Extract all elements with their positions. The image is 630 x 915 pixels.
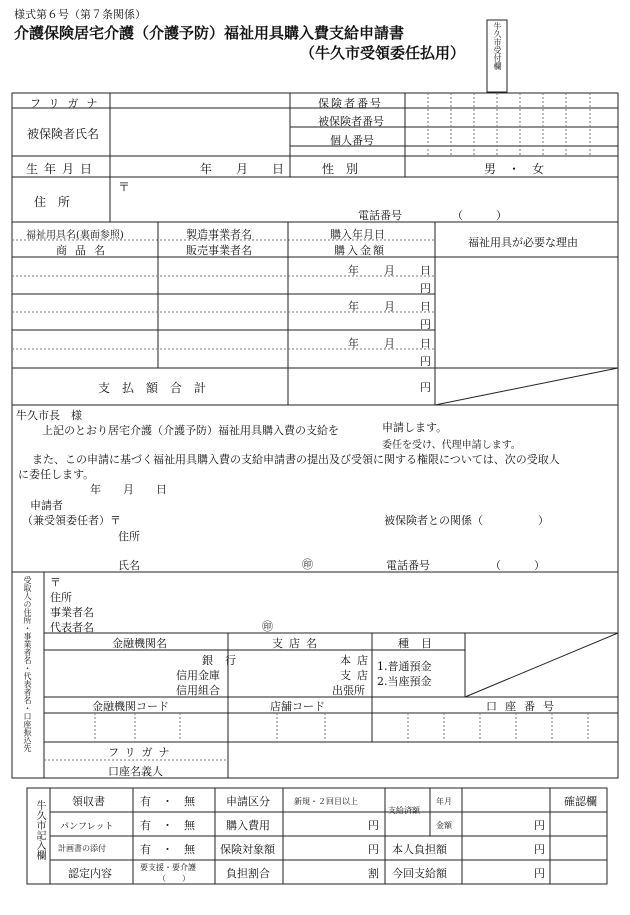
- gender-label: 性別: [322, 162, 371, 176]
- declaration-line3: に委任します。: [18, 468, 95, 481]
- personal-number-field[interactable]: [406, 128, 617, 145]
- receipt-label: 領収書: [72, 795, 105, 808]
- shiten-suffix: 支店: [340, 669, 374, 682]
- branch-code-field[interactable]: [229, 714, 371, 741]
- declaration-line1: 上記のとおり居宅介護（介護予防）福祉用具購入費の支給を: [42, 424, 339, 437]
- row2-day: 日: [420, 300, 431, 313]
- col-maker: 製造事業者名: [186, 228, 252, 241]
- burden-ratio-label: 負担割合: [226, 867, 270, 880]
- paid-year-month-label: 年月: [436, 797, 452, 806]
- row3-month: 月: [384, 337, 395, 350]
- phone-label: 電話番号: [358, 209, 402, 222]
- paid-amount-yen: 円: [534, 819, 545, 832]
- address-field[interactable]: [130, 178, 610, 206]
- holder-furigana-label: フリガナ: [108, 746, 176, 759]
- row3-day: 日: [420, 337, 431, 350]
- city-side-label: 牛久市記入欄: [34, 800, 45, 860]
- col-purchase-amount: 購入金額: [334, 244, 386, 257]
- row1-year: 年: [348, 264, 359, 277]
- phone-paren: （ ）: [452, 209, 507, 222]
- confirm-label: 確認欄: [564, 795, 597, 808]
- postal-mark: 〒: [118, 180, 131, 194]
- plan-label: 計画書の添付: [58, 844, 106, 853]
- recipient-seal: ㊞: [262, 620, 273, 633]
- furigana-field[interactable]: [111, 94, 289, 107]
- col-seller: 販売事業者名: [186, 244, 252, 257]
- col-product-name: 商品名: [56, 244, 113, 257]
- recipient-postal-mark: 〒: [50, 576, 61, 589]
- recipient-business-label: 事業者名: [50, 606, 94, 619]
- row1-yen: 円: [420, 282, 431, 295]
- pamphlet-yes-no[interactable]: 有 ・ 無: [140, 819, 195, 832]
- reception-box-label: 牛久市受付欄: [493, 22, 502, 70]
- apply-type-value[interactable]: 新規・２回目以上: [294, 797, 358, 806]
- bank-suffix: 銀行: [202, 654, 248, 667]
- account-number-header: 口座番号: [486, 700, 562, 713]
- total-label: 支払額合計: [98, 381, 219, 395]
- insured-number-field[interactable]: [406, 109, 617, 126]
- declaration-date: 年 月 日: [90, 483, 167, 496]
- branch-name-header: 支店名: [272, 637, 323, 650]
- bank-code-header: 金融機関コード: [92, 700, 169, 713]
- applicant-name-field[interactable]: [150, 552, 300, 568]
- kumiai-suffix: 信用組合: [176, 684, 220, 697]
- receipt-yes-no[interactable]: 有 ・ 無: [140, 795, 195, 808]
- address-label: 住所: [34, 195, 83, 209]
- birth-date-label: 生年月日: [26, 162, 99, 176]
- account-type-header: 種目: [398, 637, 444, 650]
- applicant-phone-label: 電話番号: [386, 559, 430, 572]
- applicant-phone-paren: （ ）: [490, 559, 545, 572]
- personal-number-label: 個人番号: [330, 134, 374, 147]
- row1-month: 月: [384, 264, 395, 277]
- applicant-name-label: 氏名: [118, 559, 140, 572]
- purchase-cost-yen: 円: [368, 819, 379, 832]
- applicant-seal: ㊞: [302, 558, 313, 571]
- this-payment-yen: 円: [534, 867, 545, 880]
- applicant-address-label: 住所: [118, 530, 140, 543]
- care-level-paren: （ ）: [158, 874, 190, 883]
- account-type-toza[interactable]: 2.当座預金: [377, 675, 432, 688]
- applicant-sub-label: （兼受領委任者）〒: [22, 514, 121, 527]
- col-purchase-date: 購入年月日: [330, 228, 385, 241]
- purchase-cost-label: 購入費用: [226, 819, 270, 832]
- furigana-label: フリガナ: [30, 97, 106, 110]
- covered-amount-yen: 円: [368, 843, 379, 856]
- self-burden-label: 本人負担額: [392, 843, 447, 856]
- reception-stamp-area: [507, 20, 618, 92]
- form-title: 介護保険居宅介護（介護予防）福祉用具購入費支給申請書: [14, 24, 405, 42]
- account-number-field[interactable]: [373, 714, 617, 741]
- total-yen: 円: [420, 381, 431, 394]
- burden-ratio-unit: 割: [368, 867, 379, 880]
- form-number: 様式第６号（第７条関係）: [14, 8, 146, 21]
- insurer-number-label: 保険者番号: [318, 97, 383, 110]
- applicant-label: 申請者: [30, 499, 63, 512]
- this-payment-label: 今回支給額: [392, 867, 447, 880]
- declaration-line2: また、この申請に基づく福祉用具購入費の支給申請書の提出及び受領に関する権限については、次の受取人: [32, 453, 560, 466]
- birth-month-unit: 月: [236, 162, 249, 176]
- applicant-address-field[interactable]: [150, 510, 370, 542]
- gender-options[interactable]: 男 ・ 女: [484, 162, 545, 176]
- covered-amount-label: 保険対象額: [220, 843, 275, 856]
- pamphlet-label: パンフレット: [60, 822, 114, 832]
- apply-type-label: 申請区分: [226, 795, 270, 808]
- row2-yen: 円: [420, 318, 431, 331]
- bank-name-field[interactable]: [45, 651, 195, 696]
- branch-code-header: 店舗コード: [270, 700, 325, 713]
- shucchojo-suffix: 出張所: [332, 684, 365, 697]
- row2-year: 年: [348, 300, 359, 313]
- relation-label: 被保険者との関係（ ）: [384, 514, 549, 527]
- paid-amount-sub-label: 金額: [436, 821, 452, 830]
- self-burden-yen: 円: [534, 843, 545, 856]
- col-item-name: 福祉用具名(裏面参照): [26, 230, 124, 241]
- paid-amount-label: 支給済額: [388, 806, 420, 815]
- holder-name-label: 口座名義人: [108, 765, 163, 778]
- col-reason: 福祉用具が必要な理由: [468, 236, 578, 249]
- account-type-futsu[interactable]: 1.普通預金: [377, 660, 432, 673]
- birth-day-unit: 日: [272, 162, 285, 176]
- form-subtitle: （牛久市受領委任払用）: [300, 44, 466, 62]
- shinkin-suffix: 信用金庫: [176, 669, 220, 682]
- certification-label: 認定内容: [68, 867, 112, 880]
- declaration-proxy[interactable]: 委任を受け、代理申請します。: [382, 440, 521, 451]
- insurer-number-field[interactable]: [406, 94, 617, 107]
- birth-year-unit: 年: [200, 162, 213, 176]
- insured-name-field[interactable]: [111, 109, 289, 155]
- holder-name-field[interactable]: [229, 743, 617, 777]
- recipient-representative-label: 代表者名: [50, 621, 94, 634]
- row3-yen: 円: [420, 355, 431, 368]
- recipient-address-label: 住所: [50, 591, 72, 604]
- honten-suffix: 本店: [340, 654, 374, 667]
- bank-code-field[interactable]: [45, 714, 227, 741]
- bank-name-header: 金融機関名: [112, 637, 167, 650]
- recipient-side-label: 受取人の住所・事業者名・代表者名・口座振込先: [23, 576, 32, 752]
- declaration-apply[interactable]: 申請します。: [382, 421, 448, 434]
- row2-month: 月: [384, 300, 395, 313]
- recipient-info-field[interactable]: [110, 574, 510, 632]
- row3-year: 年: [348, 337, 359, 350]
- insured-number-label: 被保険者番号: [318, 115, 384, 128]
- care-level-label[interactable]: 要支援・要介護: [140, 863, 196, 872]
- addressee: 牛久市長 様: [16, 409, 82, 422]
- insured-name-label: 被保険者氏名: [27, 127, 100, 141]
- row1-day: 日: [420, 264, 431, 277]
- plan-yes-no[interactable]: 有 ・ 無: [140, 843, 195, 856]
